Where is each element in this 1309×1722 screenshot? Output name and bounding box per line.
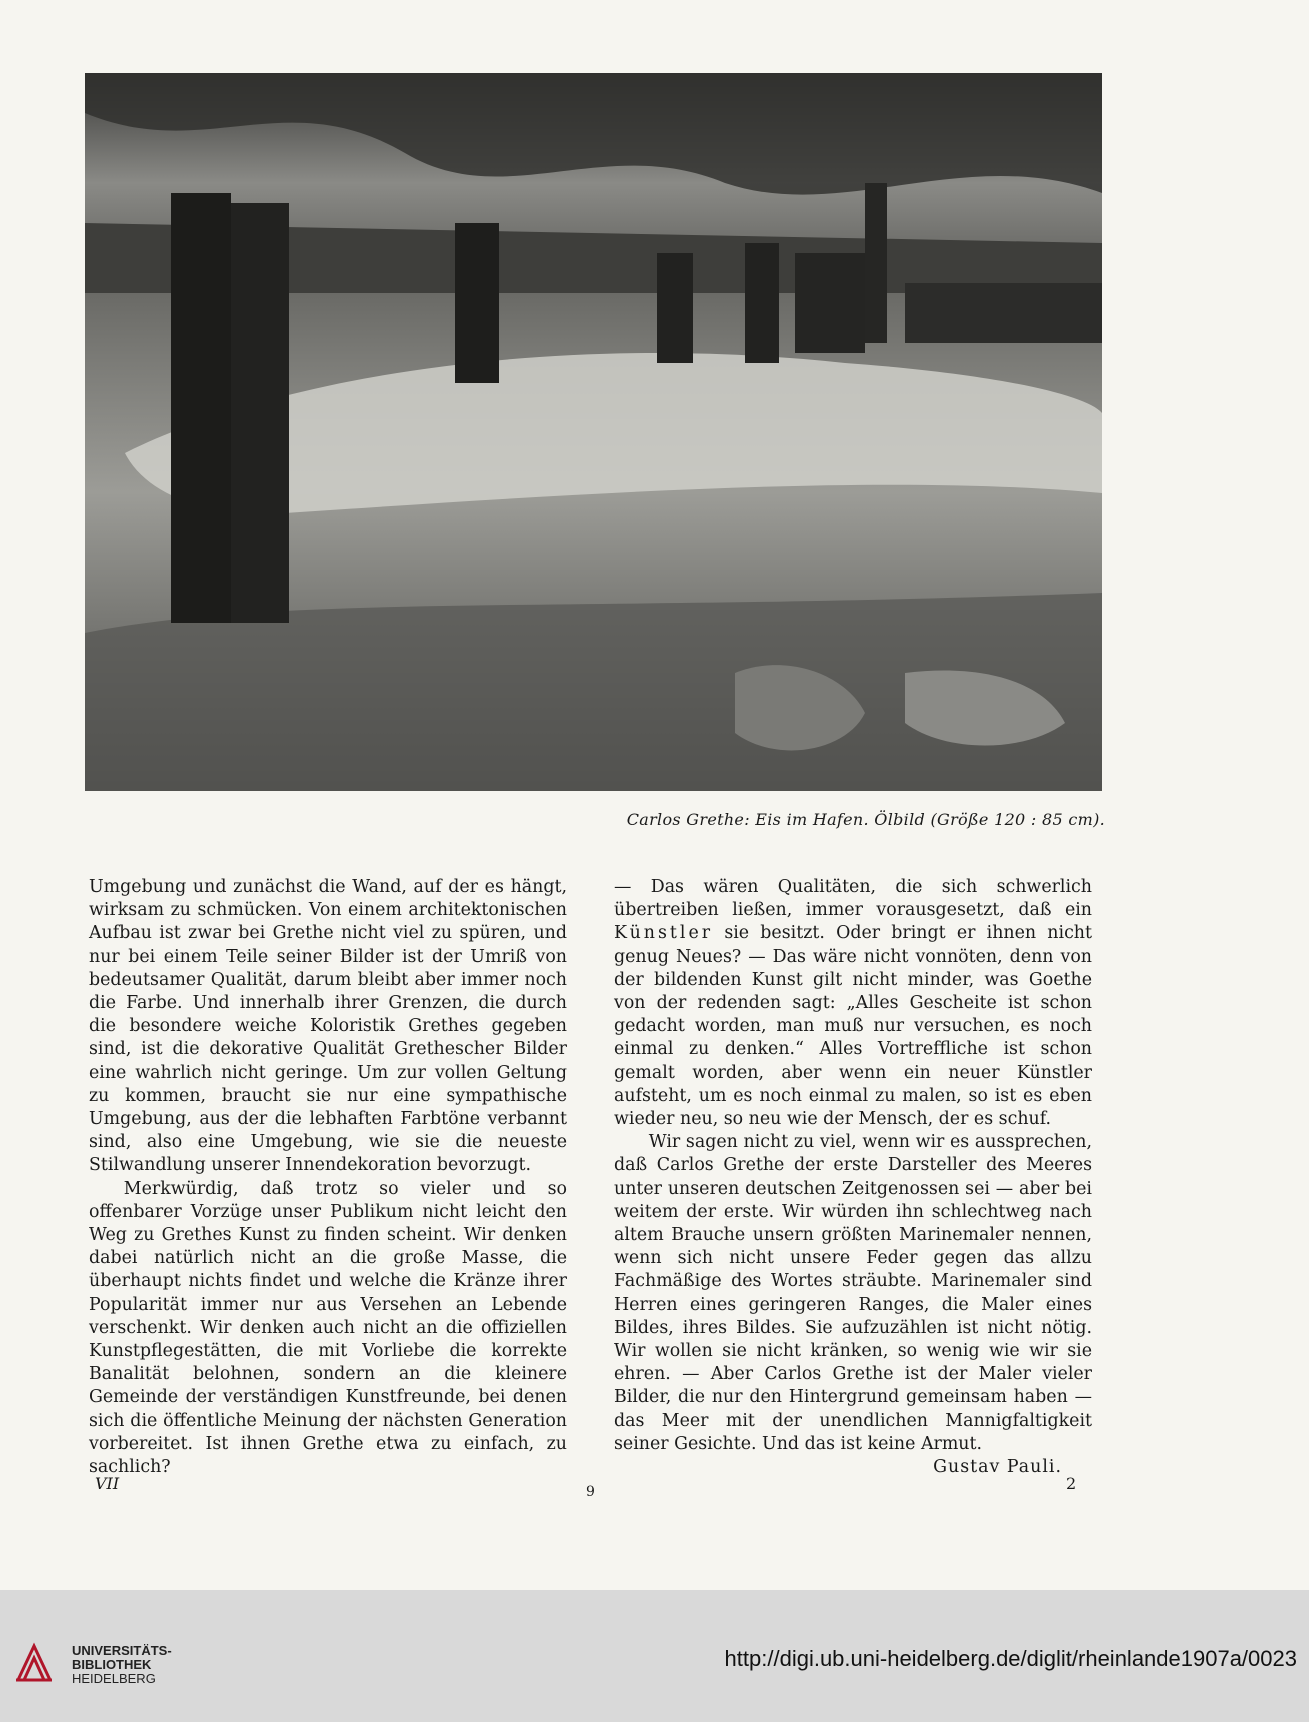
painting-illustration <box>85 73 1102 791</box>
paragraph <box>614 876 1092 1131</box>
library-name-line: BIBLIOTHEK <box>72 1657 152 1672</box>
article-column-left <box>89 876 567 1479</box>
emphasized-word: Künstler <box>614 923 714 944</box>
paragraph: Umgebung und zunächst die Wand, auf der es hängt, wirksam zu schmücken. Von einem architektonischen Aufbau ist zwar bei Grethe nicht viel zu spüren, und nur bei einem Teile seiner Bilder ist der Umriß von bedeutsamer Qualität, darum bleibt aber immer noch die Farbe. Und innerhalb ihrer Grenzen, die durch die besondere weiche Koloristik Grethes gegeben sind, ist die dekorative Qualität Grethescher Bilder eine wahrlich nicht geringe. Um zur vollen Geltung zu kommen, braucht sie nur eine sympathische Umgebung, aus der die lebhaften Farbtöne verbannt sind, also eine Umgebung, wie sie die neueste Stilwandlung unserer Innendekoration bevorzugt. <box>89 877 567 1176</box>
library-name-line: UNIVERSITÄTS- <box>72 1643 172 1658</box>
library-logo-icon <box>14 1642 54 1682</box>
paragraph-text: sie besitzt. Oder bringt er ihnen nicht genug Neues? — Das wäre nicht vonnöten, denn von der bildenden Kunst gilt nicht minder, was Goethe von der redenden sagt: „Alles Gescheite ist schon gedacht worden, man muß nur versuchen, es noch einmal zu denken.“ Alles Vortreffliche ist schon gemalt worden, aber wenn ein neuer Künstler aufsteht, um es noch einmal zu malen, so ist es eben wieder neu, so neu wie der Mensch, der es schuf. <box>614 923 1092 1130</box>
page-number: 9 <box>586 1484 595 1500</box>
permalink-url[interactable]: http://digi.ub.uni-heidelberg.de/diglit/rheinlande1907a/0023 <box>724 1646 1297 1671</box>
paragraph-text: — Das wären Qualitäten, die sich schwerlich übertreiben ließen, immer vorausgesetzt, daß ein <box>614 877 1092 921</box>
figure-caption: Carlos Grethe: Eis im Hafen. Ölbild (Größe 120 : 85 cm). <box>626 810 1105 829</box>
library-name-line: HEIDELBERG <box>72 1671 156 1686</box>
article-column-right <box>614 876 1092 1479</box>
author-signature: Gustav Pauli. <box>933 1457 1062 1478</box>
paragraph: Wir sagen nicht zu viel, wenn wir es aussprechen, daß Carlos Grethe der erste Darsteller des Meeres unter unseren deutschen Zeitgenossen sei — aber bei weitem der erste. Wir würden ihn schlechtweg nach altem Brauche unsern größten Marinemaler nennen, wenn sich nicht unsere Feder gegen das allzu Fachmäßige des Wortes sträubte. Marinemaler sind Herren eines geringeren Ranges, die Maler eines Bildes, ihres Bildes. Sie aufzuzählen ist nicht nötig. Wir wollen sie nicht kränken, so wenig wie wir sie ehren. — Aber Carlos Grethe ist der Maler vieler Bilder, die nur den Hintergrund gemeinsam haben — das Meer mit der unendlichen Mannigfaltigkeit seiner Gesichte. Und das ist keine Armut. <box>614 1132 1092 1454</box>
signature-mark: VII <box>95 1474 120 1493</box>
library-name <box>72 1644 172 1686</box>
library-footer <box>0 1590 1309 1722</box>
paragraph: Merkwürdig, daß trotz so vieler und so offenbarer Vorzüge unser Publikum nicht leicht den Weg zu Grethes Kunst zu finden scheint. Wir denken dabei natürlich nicht an die große Masse, die überhaupt nichts findet und welche die Kränze ihrer Popularität immer nur aus Versehen an Lebende verschenkt. Wir denken auch nicht an die offiziellen Kunstpflegestätten, die mit Vorliebe die korrekte Banalität belohnen, sondern an die kleinere Gemeinde der verständigen Kunstfreunde, bei denen sich die öffentliche Meinung der nächsten Generation vorbereitet. Ist ihnen Grethe etwa zu einfach, zu sachlich? <box>89 1178 567 1478</box>
sheet-number: 2 <box>1066 1474 1077 1493</box>
painting-ice-in-harbor <box>85 73 1102 791</box>
